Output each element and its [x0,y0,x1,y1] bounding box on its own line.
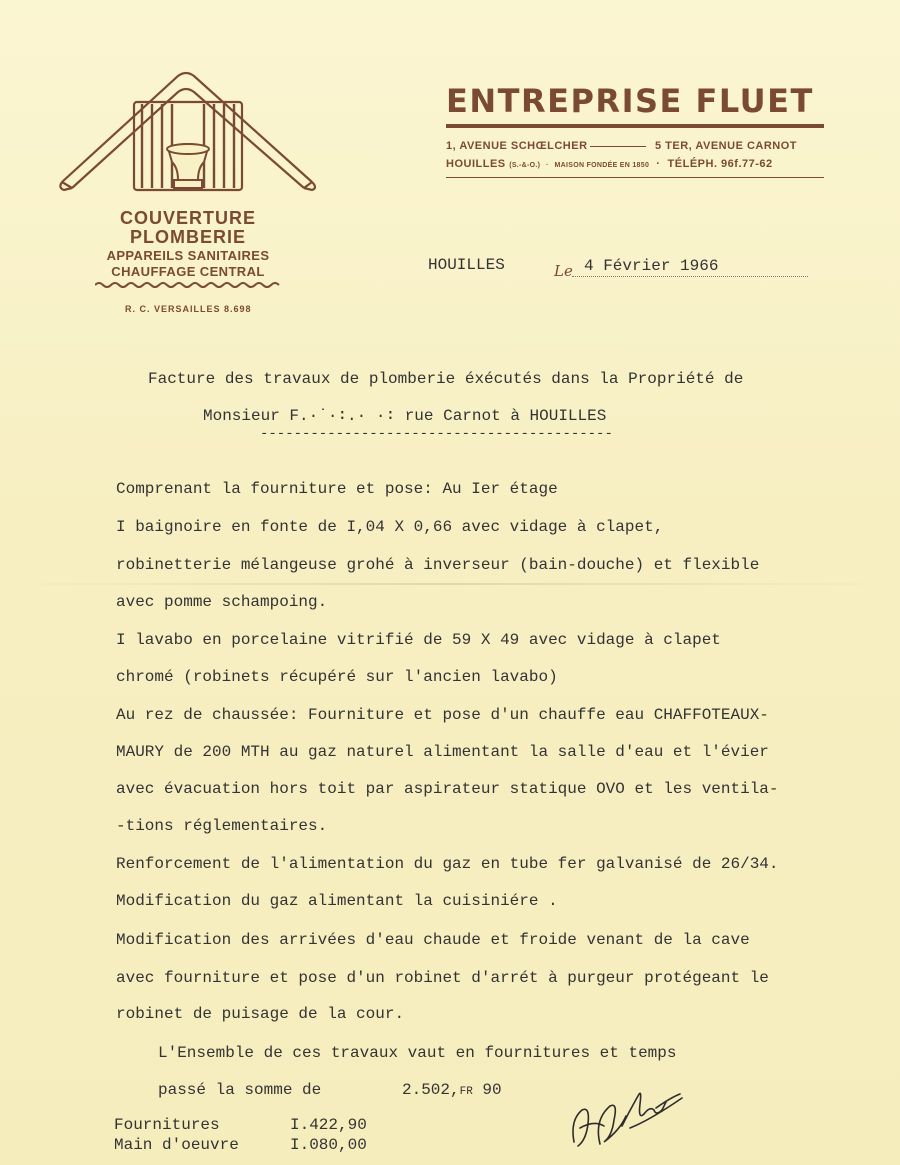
body-line: -tions réglementaires. [116,817,328,835]
body-line: MAURY de 200 MTH au gaz naturel alimentant la salle d'eau et l'évier [116,743,769,761]
invoice-heading: Facture des travaux de plomberie éxécutés dans la Propriété de [148,370,744,388]
body-line: Modification du gaz alimentant la cuisiniére . [116,892,558,910]
total-amount [402,1081,502,1099]
paper-fold [0,583,900,585]
trade-heating: CHAUFFAGE CENTRAL [111,264,265,279]
body-line: Modification des arrivées d'eau chaude et froide venant de la cave [116,931,750,949]
trade-roofing: COUVERTURE [119,208,256,228]
currency-fr: FR [459,1086,473,1098]
roof-radiator-logo [58,70,318,200]
address-city: HOUILLES [446,158,506,170]
trade-register: R. C. VERSAILLES 8.698 [125,304,252,314]
dateline-le: Le [554,262,573,280]
body-line: Comprenant la fourniture et pose: Au Ier étage [116,480,558,498]
body-line: robinetterie mélangeuse grohé à inverseur (bain-douche) et flexible [116,556,760,574]
invoice-date: 4 Février 1966 [584,257,719,275]
trade-sanitary: APPAREILS SANITAIRES [106,248,270,263]
total-label: passé la somme de [158,1081,322,1099]
handwritten-signature [560,1080,690,1155]
breakdown-value-supplies: I.422,90 [290,1116,367,1134]
address-city-line: HOUILLES (S.-&-O.) · MAISON FONDÉE EN 1850 · TÉLÉPH. 96f.77-62 [446,158,773,170]
phone-number: TÉLÉPH. 96f.77-62 [667,158,773,170]
body-line: robinet de puisage de la cour. [116,1005,405,1023]
client-line: Monsieur F.·˙·∶.· ·∶ rue Carnot à HOUILLES [203,407,607,425]
body-line: I baignoire en fonte de I,04 X 0,66 avec vidage à clapet, [116,518,664,536]
total-amount-cents: 90 [482,1081,502,1099]
body-line: I lavabo en porcelaine vitrifié de 59 X 49 avec vidage à clapet [116,631,721,649]
heading-underline: ------------------------------------------ [260,426,613,442]
address-rule [446,177,824,178]
address-left: 1, AVENUE SCHŒLCHER [446,140,588,152]
founded-note: MAISON FONDÉE EN 1850 [554,162,650,169]
address-right: 5 TER, AVENUE CARNOT [655,140,798,152]
wave-divider [95,281,281,289]
total-amount-francs: 2.502, [402,1081,460,1099]
trade-plumbing: PLOMBERIE [129,227,246,247]
dateline-city: HOUILLES [428,256,505,274]
body-line: avec pomme schampoing. [116,593,328,611]
body-line: avec fourniture et pose d'un robinet d'arrét à purgeur protégeant le [116,969,769,987]
body-line: avec évacuation hors toit par aspirateur statique OVO et les ventila- [116,780,779,798]
address-separator [590,146,646,147]
breakdown-label-labour: Main d'oeuvre [114,1136,239,1154]
body-line: chromé (robinets récupéré sur l'ancien lavabo) [116,668,558,686]
body-line: Renforcement de l'alimentation du gaz en tube fer galvanisé de 26/34. [116,855,779,873]
company-rule [446,124,824,128]
breakdown-label-supplies: Fournitures [114,1116,220,1134]
date-dotted-line [572,276,808,277]
total-line: L'Ensemble de ces travaux vaut en fournitures et temps [158,1044,677,1062]
company-name: ENTREPRISE FLUET [446,82,814,120]
breakdown-value-labour: I.080,00 [290,1136,367,1154]
body-line: Au rez de chaussée: Fourniture et pose d'un chauffe eau CHAFFOTEAUX- [116,706,769,724]
address-dept: (S.-&-O.) [509,162,541,169]
